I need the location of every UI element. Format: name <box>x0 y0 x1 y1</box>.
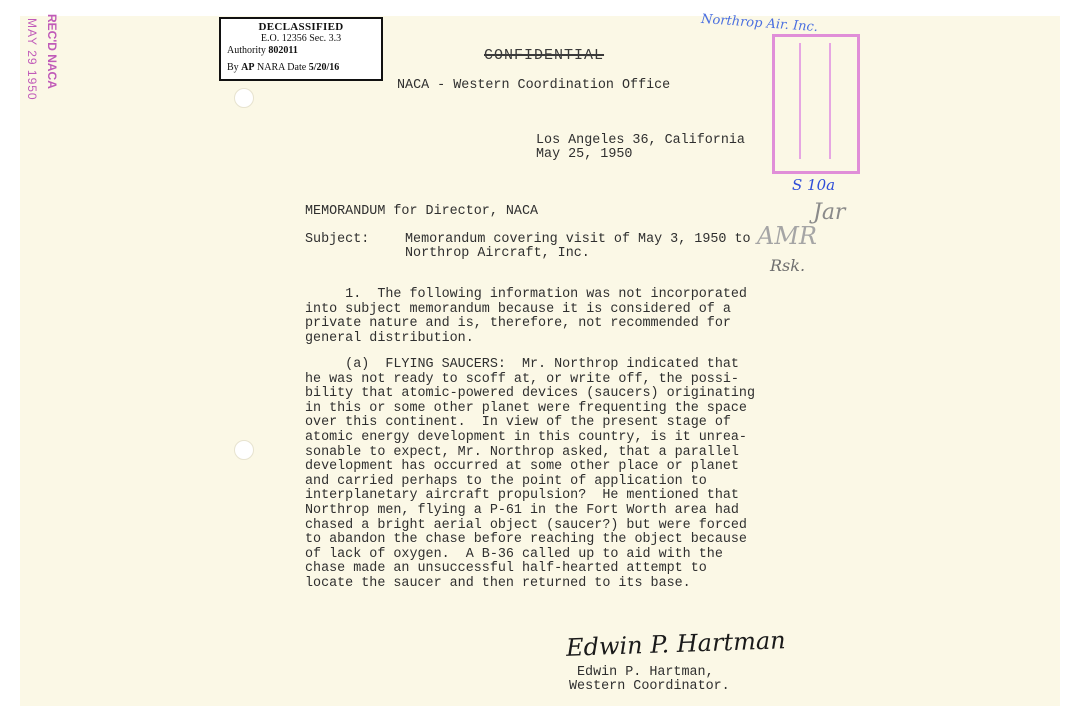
nara-date: 5/20/16 <box>308 62 340 73</box>
received-stamp <box>772 34 860 174</box>
paragraph-2-line: locate the saucer and then returned to its base. <box>305 575 691 591</box>
paragraph-2-line: to abandon the chase before reaching the object because <box>305 532 747 548</box>
by-label: By <box>227 62 239 73</box>
stamp-label: REC'D NACA <box>45 14 59 89</box>
subject-line-1: Memorandum covering visit of May 3, 1950 to <box>405 232 751 247</box>
punch-hole-bottom <box>234 440 254 460</box>
paragraph-2-line: chased a bright aerial object (saucer?) but were forced <box>305 517 747 533</box>
initial-1: Jar <box>813 200 846 225</box>
paragraph-2 <box>305 358 755 592</box>
paragraph-1-line: private nature and is, therefore, not recommended for <box>305 316 731 332</box>
declass-title: DECLASSIFIED <box>258 21 344 33</box>
subject-label: Subject: <box>305 232 370 247</box>
declass-eo: E.O. 12356 Sec. 3.3 <box>260 33 342 44</box>
by-value: AP <box>241 62 255 73</box>
signer-name: Edwin P. Hartman, <box>577 665 714 680</box>
office-heading: NACA - Western Coordination Office <box>397 78 671 93</box>
paragraph-2-line: atomic energy development in this country, is it unrea- <box>305 429 747 445</box>
declass-authority <box>227 45 298 56</box>
paragraph-2-line: chase made an unsuccessful half-hearted attempt to <box>305 561 707 577</box>
paragraph-1-line: general distribution. <box>305 330 474 346</box>
paragraph-2-line: (a) FLYING SAUCERS: Mr. Northrop indicated that <box>305 357 739 372</box>
paragraph-1 <box>305 288 747 346</box>
paragraph-2-line: Northrop men, flying a P-61 in the Fort Worth area had <box>305 502 739 518</box>
nara-label: NARA Date <box>257 62 307 73</box>
classification-marking: CONFIDENTIAL <box>484 47 605 64</box>
handwritten-signature: Edwin P. Hartman <box>565 626 787 662</box>
paragraph-2-line: over this continent. In view of the present stage of <box>305 415 731 431</box>
memo-recipient: MEMORANDUM for Director, NACA <box>305 204 539 219</box>
authority-value: 802011 <box>268 45 298 56</box>
paragraph-1-line: into subject memorandum because it is considered of a <box>305 301 731 317</box>
initial-3: Rsk. <box>770 256 806 275</box>
stamp-frame <box>799 43 831 159</box>
paragraph-2-line: he was not ready to scoff at, or write off, the possi- <box>305 371 739 387</box>
initial-2: AMR <box>757 222 817 250</box>
paragraph-2-line: development has occurred at some other place or planet <box>305 459 739 475</box>
paragraph-2-line: and carried perhaps to the point of application to <box>305 473 707 489</box>
paragraph-1-line: 1. The following information was not incorporated <box>305 287 747 302</box>
handwritten-annotation-top: Northrop Air. Inc. <box>700 11 819 36</box>
paragraph-2-line: sonable to expect, Mr. Northrop asked, that a parallel <box>305 444 739 460</box>
signer-title: Western Coordinator. <box>569 679 730 694</box>
paragraph-2-line: interplanetary aircraft propulsion? He mentioned that <box>305 488 739 504</box>
paragraph-2-line: bility that atomic-powered devices (saucers) originating <box>305 386 755 402</box>
routing-annotation: S 10a <box>792 176 836 194</box>
declass-by <box>227 62 339 73</box>
punch-hole-top <box>234 88 254 108</box>
subject-line-2: Northrop Aircraft, Inc. <box>405 246 590 261</box>
paragraph-2-line: of lack of oxygen. A B-36 called up to aid with the <box>305 546 723 562</box>
declassification-box <box>219 17 383 81</box>
authority-label: Authority <box>227 45 266 56</box>
paragraph-2-line: in this or some other planet were frequenting the space <box>305 400 747 416</box>
stamp-date: MAY 29 1950 <box>25 18 39 101</box>
location-line: Los Angeles 36, California <box>536 133 745 148</box>
date-line: May 25, 1950 <box>536 147 633 162</box>
